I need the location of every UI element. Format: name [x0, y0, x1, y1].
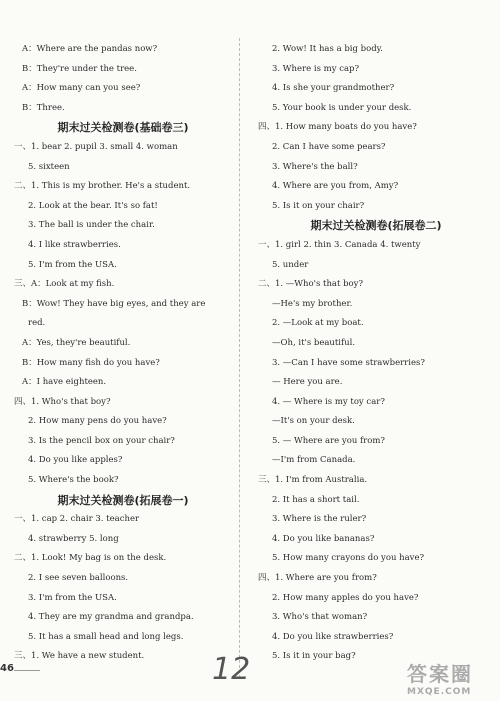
- answer-line: 3. Where is the ruler?: [272, 514, 367, 525]
- answer-line: 一、1. girl 2. thin 3. Canada 4. twenty: [258, 239, 421, 250]
- page-number-rule: [14, 670, 40, 671]
- answer-line: B：They're under the tree.: [22, 63, 137, 74]
- answer-line: 2. How many apples do you have?: [272, 592, 419, 603]
- watermark-bottom: MXQE.COM: [407, 687, 472, 697]
- answer-line: — Here you are.: [272, 377, 343, 388]
- answer-line: 4. Do you like bananas?: [272, 533, 375, 544]
- answer-line: A：How many can you see?: [22, 83, 141, 94]
- answer-line: 2. It has a short tail.: [272, 494, 360, 505]
- watermark-logo: [407, 658, 473, 697]
- handwritten-note: 12: [212, 652, 251, 687]
- answer-line: 二、1. —Who's that boy?: [258, 279, 364, 290]
- answer-line: 3. Where's the ball?: [272, 161, 358, 172]
- answer-line: 三、1. I'm from Australia.: [258, 475, 368, 486]
- answer-line: 5. Where's the book?: [28, 475, 119, 486]
- answer-line: 2. Can I have some pears?: [272, 141, 386, 152]
- answer-line: 4. strawberry 5. long: [28, 533, 119, 544]
- answer-line: 三、1. We have a new student.: [14, 651, 145, 662]
- answer-line: A：I have eighteen.: [22, 377, 107, 388]
- answer-line: 4. Where are you from, Amy?: [272, 181, 399, 192]
- answer-line: 5. sixteen: [28, 161, 70, 172]
- answer-line: —He's my brother.: [272, 298, 353, 309]
- right-column: [258, 40, 494, 667]
- answer-line: 四、1. Who's that boy?: [14, 396, 111, 407]
- answer-line: 5. How many crayons do you have?: [272, 553, 425, 564]
- answer-line: 三、A：Look at my fish.: [14, 279, 115, 290]
- column-divider: [239, 38, 240, 678]
- answer-line: 3. Is the pencil box on your chair?: [28, 435, 175, 446]
- answer-line: 3. Who's that woman?: [272, 612, 368, 623]
- answer-line: 2. I see seven balloons.: [28, 573, 129, 584]
- answer-line: 一、1. bear 2. pupil 3. small 4. woman: [14, 141, 178, 152]
- watermark-top: 答案圈: [407, 662, 473, 686]
- answer-line: 4. I like strawberries.: [28, 239, 121, 250]
- answer-line: A：Where are the pandas now?: [22, 44, 158, 54]
- answer-line: —I'm from Canada.: [272, 455, 356, 466]
- answer-line: 二、1. This is my brother. He's a student.: [14, 181, 191, 192]
- answer-line: 一、1. cap 2. chair 3. teacher: [14, 514, 140, 525]
- answer-line: 3. I'm from the USA.: [28, 592, 117, 603]
- answer-line: 二、1. Look! My bag is on the desk.: [14, 553, 167, 564]
- answer-line: 3. Where is my cap?: [272, 63, 360, 74]
- answer-line: 2. —Look at my boat.: [272, 318, 364, 329]
- answer-line: 5. It has a small head and long legs.: [28, 631, 184, 642]
- section-heading: 期末过关检测卷(拓展卷二): [310, 219, 442, 233]
- answer-line: 3. The ball is under the chair.: [28, 220, 155, 231]
- section-heading: 期末过关检测卷(基础卷三): [57, 121, 189, 135]
- answer-line: A：Yes, they're beautiful.: [22, 337, 131, 348]
- answer-line: 3. —Can I have some strawberries?: [272, 357, 425, 368]
- answer-line: 4. Do you like apples?: [28, 455, 123, 466]
- answer-line: 四、1. Where are you from?: [258, 573, 377, 584]
- answer-line: —It's on your desk.: [272, 416, 355, 427]
- answer-line: 4. Do you like strawberries?: [272, 631, 394, 642]
- answer-line: 5. — Where are you from?: [272, 435, 385, 446]
- answer-line: 5. under: [272, 259, 309, 270]
- answer-line: 4. — Where is my toy car?: [272, 396, 385, 407]
- answer-line: red.: [28, 318, 46, 329]
- answer-line: 5. Is it in your bag?: [272, 651, 356, 662]
- answer-line: 2. How many pens do you have?: [28, 416, 167, 427]
- answer-line: 2. Wow! It has a big body.: [272, 44, 384, 54]
- answer-line: 四、1. How many boats do you have?: [258, 122, 417, 133]
- answer-line: 5. I'm from the USA.: [28, 259, 117, 270]
- answer-line: 2. Look at the bear. It's so fat!: [28, 200, 158, 211]
- answer-line: B：Wow! They have big eyes, and they are: [22, 298, 206, 309]
- page-number: 46: [0, 663, 14, 674]
- answer-line: B：How many fish do you have?: [22, 357, 160, 368]
- answer-line: 5. Is it on your chair?: [272, 200, 365, 211]
- left-column: [14, 40, 232, 667]
- answer-line: 4. They are my grandma and grandpa.: [28, 612, 194, 623]
- section-heading: 期末过关检测卷(拓展卷一): [57, 493, 189, 507]
- answer-line: 4. Is she your grandmother?: [272, 83, 395, 94]
- answer-line: 5. Your book is under your desk.: [272, 102, 412, 113]
- answer-line: —Oh, it's beautiful.: [272, 337, 356, 348]
- answer-line: B：Three.: [22, 102, 65, 113]
